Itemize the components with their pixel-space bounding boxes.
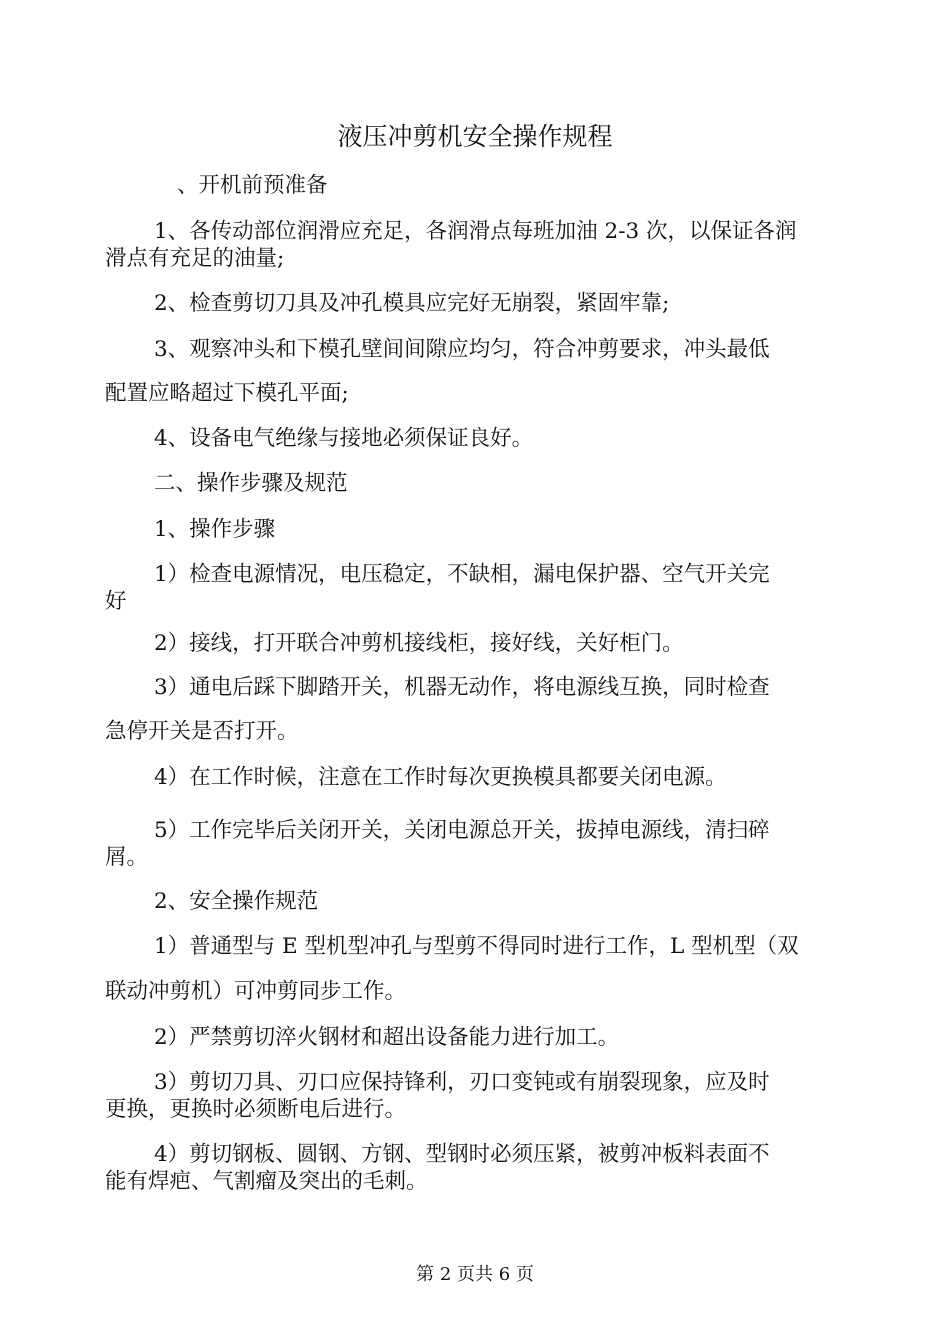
paragraph-line: 4）剪切钢板、圆钢、方钢、型钢时必须压紧，被剪冲板料表面不 <box>154 1142 770 1167</box>
paragraph-line: 2）接线，打开联合冲剪机接线柜，接好线，关好柜门。 <box>154 631 684 656</box>
paragraph-line: 联动冲剪机）可冲剪同步工作。 <box>105 979 407 1004</box>
paragraph-line: 急停开关是否打开。 <box>105 719 299 744</box>
paragraph-line: 滑点有充足的油量; <box>105 246 285 271</box>
page-footer: 第 2 页共 6 页 <box>416 1264 534 1285</box>
subsection-heading: 1、操作步骤 <box>154 517 276 542</box>
paragraph-line: 2）严禁剪切淬火钢材和超出设备能力进行加工。 <box>154 1025 620 1050</box>
section-heading-1: 、开机前预准备 <box>177 173 328 198</box>
paragraph-line: 2、检查剪切刀具及冲孔模具应完好无崩裂，紧固牢靠; <box>154 291 670 316</box>
section-heading-2: 二、操作步骤及规范 <box>154 471 348 496</box>
paragraph-line: 4、设备电气绝缘与接地必须保证良好。 <box>154 426 534 451</box>
paragraph-line: 1）检查电源情况，电压稳定，不缺相，漏电保护器、空气开关完 <box>154 562 770 587</box>
paragraph-line: 更换，更换时必须断电后进行。 <box>105 1097 407 1122</box>
paragraph-line: 好 <box>105 589 127 614</box>
paragraph-line: 3）通电后踩下脚踏开关，机器无动作，将电源线互换，同时检查 <box>154 675 770 700</box>
document-title: 液压冲剪机安全操作规程 <box>337 122 613 151</box>
paragraph-line: 4）在工作时候，注意在工作时每次更换模具都要关闭电源。 <box>154 765 727 790</box>
paragraph-line: 3、观察冲头和下模孔壁间间隙应均匀，符合冲剪要求，冲头最低 <box>154 337 770 362</box>
subsection-heading: 2、安全操作规范 <box>154 889 319 914</box>
paragraph-line: 配置应略超过下模孔平面; <box>105 381 349 406</box>
paragraph-line: 3）剪切刀具、刃口应保持锋利，刃口变钝或有崩裂现象，应及时 <box>154 1070 770 1095</box>
paragraph-line: 能有焊疤、气割瘤及突出的毛刺。 <box>105 1169 428 1194</box>
paragraph-line: 1）普通型与 E 型机型冲孔与型剪不得同时进行工作，L 型机型（双 <box>154 934 799 959</box>
paragraph-line: 1、各传动部位润滑应充足，各润滑点每班加油 2-3 次，以保证各润 <box>154 219 797 244</box>
paragraph-line: 5）工作完毕后关闭开关，关闭电源总开关，拔掉电源线，清扫碎 <box>154 818 770 843</box>
paragraph-line: 屑。 <box>105 845 149 870</box>
